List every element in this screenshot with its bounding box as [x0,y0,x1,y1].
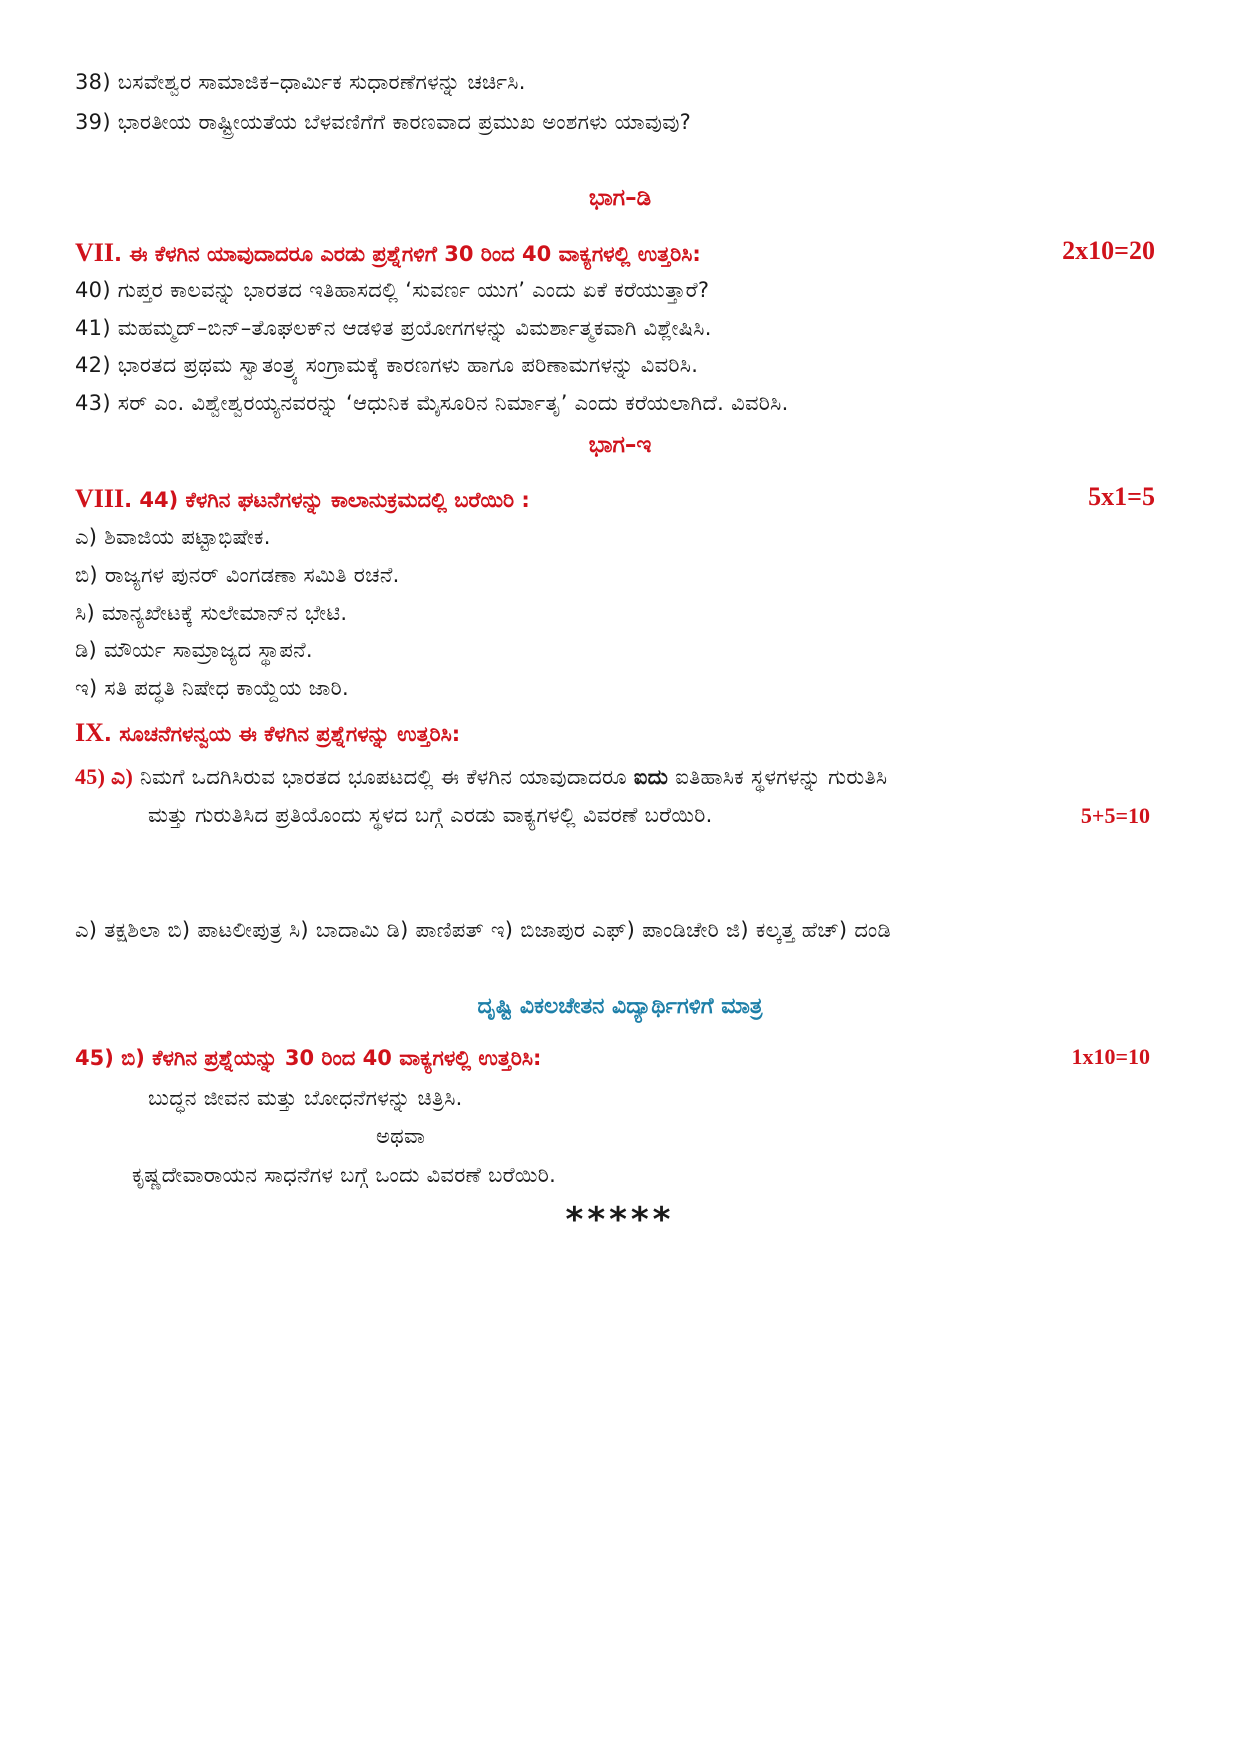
section-ix-instruction [75,718,460,748]
section-vii-text: . ಈ ಕೆಳಗಿನ ಯಾವುದಾದರೂ ಎರಡು ಪ್ರಶ್ನೆಗಳಿಗೆ 30 ರಿಂದ 40 ವಾಕ್ಯಗಳಲ್ಲಿ ಉತ್ತರಿಸಿ: [114,242,701,266]
question-45a-number: 45) ಎ) [75,764,134,789]
question-45a-bold-five: ಐದು [633,765,669,789]
event-d: ಡಿ) ಮೌರ್ಯ ಸಾಮ್ರಾಜ್ಯದ ಸ್ಥಾಪನೆ. [75,638,313,662]
section-vii-instruction [75,238,701,268]
question-43: 43) ಸರ್ ಎಂ. ವಿಶ್ವೇಶ್ವರಯ್ಯನವರನ್ನು ‘ಆಧುನಿಕ ಮೈಸೂರಿನ ನಿರ್ಮಾತೃ’ ಎಂದು ಕರೆಯಲಾಗಿದೆ. ವಿವರಿಸಿ. [75,391,789,415]
visually-impaired-heading: ದೃಷ್ಟಿ ವಿಕಲಚೇತನ ವಿದ್ಯಾರ್ಥಿಗಳಿಗೆ ಮಾತ್ರ [477,994,763,1019]
section-viii-text: . 44) ಕೆಳಗಿನ ಘಟನೆಗಳನ್ನು ಕಾಲಾನುಕ್ರಮದಲ್ಲಿ ಬರೆಯಿರಿ : [124,488,530,512]
section-viii-marks: 5x1=5 [1088,482,1155,511]
event-e: ಇ) ಸತಿ ಪದ್ಧತಿ ನಿಷೇಧ ಕಾಯ್ದೆಯ ಜಾರಿ. [75,676,349,700]
event-c: ಸಿ) ಮಾನ್ಯಖೇಟಕ್ಕೆ ಸುಲೇಮಾನ್‌ನ ಭೇಟಿ. [75,601,348,625]
question-40: 40) ಗುಪ್ತರ ಕಾಲವನ್ನು ಭಾರತದ ಇತಿಹಾಸದಲ್ಲಿ ‘ಸುವರ್ಣ ಯುಗ’ ಎಂದು ಏಕೆ ಕರೆಯುತ್ತಾರೆ? [75,278,710,302]
question-45a-line1 [75,764,887,790]
section-vii-numeral: VII [75,238,115,267]
historical-places-list: ಎ) ತಕ್ಷಶಿಲಾ ಬಿ) ಪಾಟಲೀಪುತ್ರ ಸಿ) ಬಾದಾಮಿ ಡಿ) ಪಾಣಿಪತ್ ಇ) ಬಿಜಾಪುರ ಎಫ್) ಪಾಂಡಿಚೇರಿ ಜಿ) ಕಲ್ಕತ್ತ ಹೆಚ್) ದಂಡಿ [75,918,892,942]
question-45b-marks: 1x10=10 [1071,1044,1150,1069]
question-45b-option1: ಬುದ್ಧನ ಜೀವನ ಮತ್ತು ಬೋಧನೆಗಳನ್ನು ಚಿತ್ರಿಸಿ. [148,1086,463,1110]
question-38: 38) ಬಸವೇಶ್ವರ ಸಾಮಾಜಿಕ–ಧಾರ್ಮಿಕ ಸುಧಾರಣೆಗಳನ್ನು ಚರ್ಚಿಸಿ. [75,70,526,94]
section-viii-instruction [75,484,530,514]
question-45a-text-pre: ನಿಮಗೆ ಒದಗಿಸಿರುವ ಭಾರತದ ಭೂಪಟದಲ್ಲಿ ಈ ಕೆಳಗಿನ ಯಾವುದಾದರೂ [133,765,634,789]
event-b: ಬಿ) ರಾಜ್ಯಗಳ ಪುನರ್ ವಿಂಗಡಣಾ ಸಮಿತಿ ರಚನೆ. [75,563,400,587]
section-viii-numeral: VIII [75,484,125,513]
section-ix-numeral: IX [75,718,104,747]
section-vii-marks: 2x10=20 [1062,236,1155,265]
question-42: 42) ಭಾರತದ ಪ್ರಥಮ ಸ್ವಾತಂತ್ರ್ಯ ಸಂಗ್ರಾಮಕ್ಕೆ ಕಾರಣಗಳು ಹಾಗೂ ಪರಿಣಾಮಗಳನ್ನು ವಿವರಿಸಿ. [75,353,699,377]
question-39: 39) ಭಾರತೀಯ ರಾಷ್ಟ್ರೀಯತೆಯ ಬೆಳವಣಿಗೆಗೆ ಕಾರಣವಾದ ಪ್ರಮುಖ ಅಂಶಗಳು ಯಾವುವು? [75,110,692,134]
question-45a-text-post: ಐತಿಹಾಸಿಕ ಸ್ಥಳಗಳನ್ನು ಗುರುತಿಸಿ [668,765,888,789]
question-45a-line2: ಮತ್ತು ಗುರುತಿಸಿದ ಪ್ರತಿಯೊಂದು ಸ್ಥಳದ ಬಗ್ಗೆ ಎರಡು ವಾಕ್ಯಗಳಲ್ಲಿ ವಿವರಣೆ ಬರೆಯಿರಿ. [148,803,713,827]
question-41: 41) ಮಹಮ್ಮದ್–ಬಿನ್–ತೊಘಲಕ್‌ನ ಆಡಳಿತ ಪ್ರಯೋಗಗಳನ್ನು ವಿಮರ್ಶಾತ್ಮಕವಾಗಿ ವಿಶ್ಲೇಷಿಸಿ. [75,316,712,340]
question-45a-marks: 5+5=10 [1080,803,1150,828]
part-e-heading: ಭಾಗ–ಇ [588,432,652,458]
part-d-heading: ಭಾಗ–ಡಿ [588,185,652,211]
question-45b-option2: ಕೃಷ್ಣದೇವಾರಾಯನ ಸಾಧನೆಗಳ ಬಗ್ಗೆ ಒಂದು ವಿವರಣೆ ಬರೆಯಿರಿ. [132,1163,557,1187]
event-a: ಎ) ಶಿವಾಜಿಯ ಪಟ್ಟಾಭಿಷೇಕ. [75,525,271,549]
section-ix-text: . ಸೂಚನೆಗಳನ್ವಯ ಈ ಕೆಳಗಿನ ಪ್ರಶ್ನೆಗಳನ್ನು ಉತ್ತರಿಸಿ: [103,722,461,746]
end-marker: ***** [565,1200,675,1240]
question-45b-instruction: 45) ಬಿ) ಕೆಳಗಿನ ಪ್ರಶ್ನೆಯನ್ನು 30 ರಿಂದ 40 ವಾಕ್ಯಗಳಲ್ಲಿ ಉತ್ತರಿಸಿ: [75,1046,542,1070]
or-separator: ಅಥವಾ [376,1124,426,1148]
